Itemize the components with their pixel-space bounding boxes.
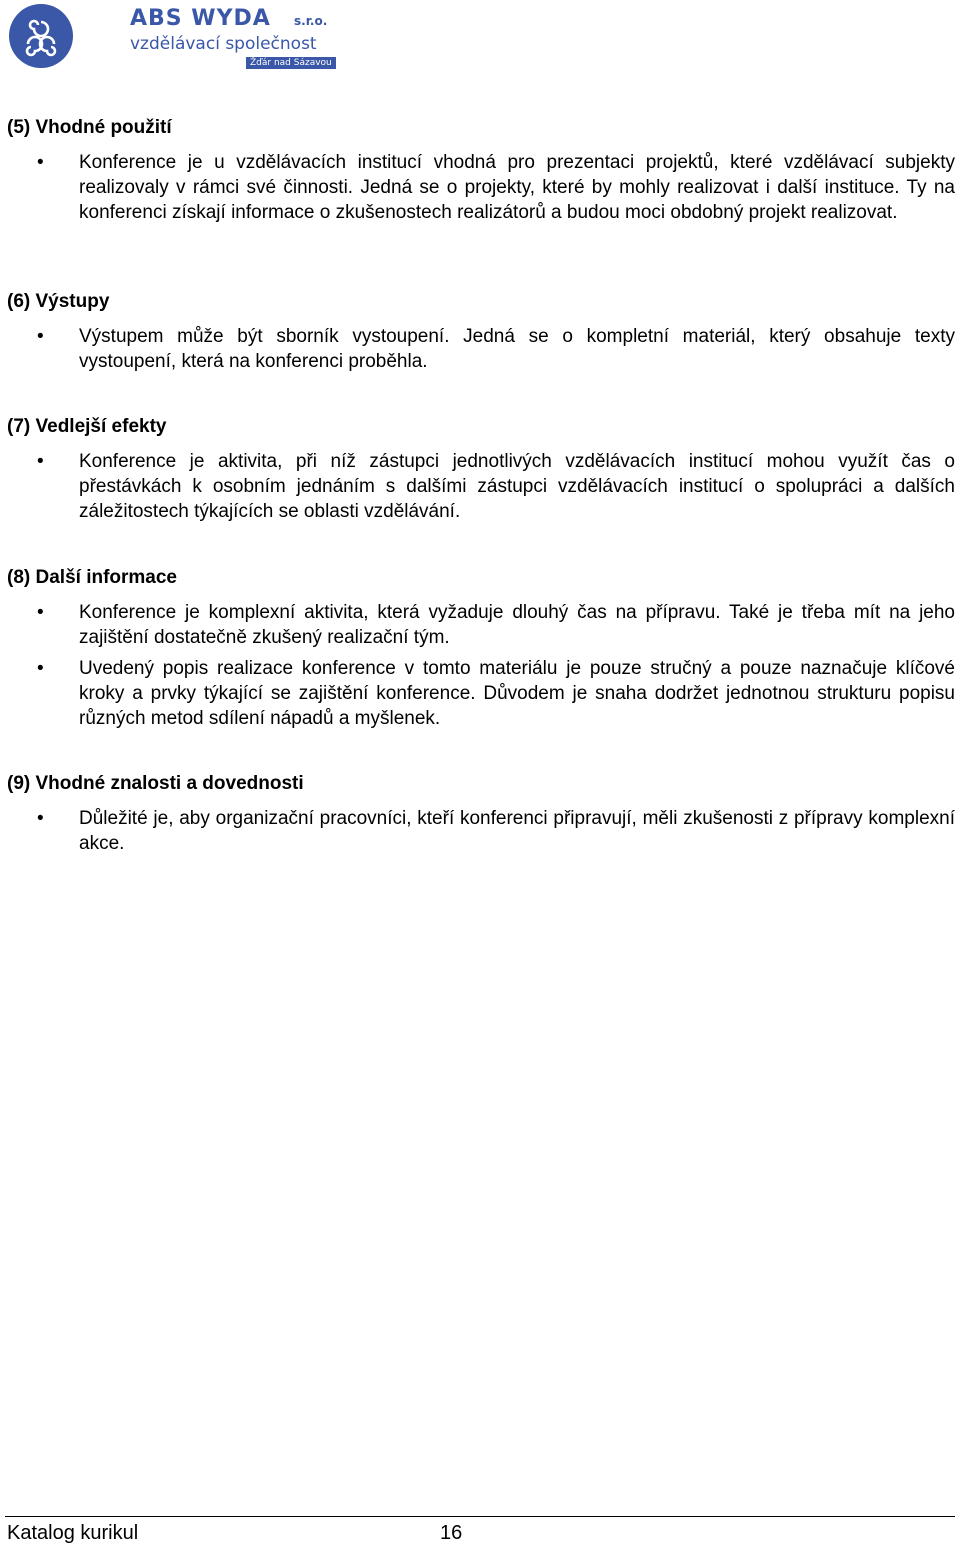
section-vhodne-znalosti bbox=[7, 772, 955, 862]
bullet-icon: • bbox=[37, 808, 44, 829]
bullet-list bbox=[7, 324, 955, 374]
header-logo bbox=[6, 2, 346, 70]
section-vystupy bbox=[7, 290, 955, 380]
list-item bbox=[7, 656, 955, 731]
list-item bbox=[7, 449, 955, 524]
bullet-list bbox=[7, 150, 955, 225]
list-item-text: Výstupem může být sborník vystoupení. Jedná se o kompletní materiál, který obsahuje texty vystoupení, která na konferenci proběhla. bbox=[79, 326, 955, 372]
section-heading: (5) Vhodné použití bbox=[7, 117, 172, 138]
list-item bbox=[7, 324, 955, 374]
list-item bbox=[7, 806, 955, 856]
list-item-text: Konference je u vzdělávacích institucí vhodná pro prezentaci projektů, které vzdělávací subjekty realizovaly v rámci své činnosti. Jedná se o projekty, které by mohly realizovat i další instituce. Ty na konferenci získají informace o zkušenostech realizátorů a budou moci obdobný projekt realizovat. bbox=[79, 152, 955, 223]
section-heading: (6) Výstupy bbox=[7, 291, 110, 312]
footer-title: Katalog kurikul bbox=[7, 1522, 139, 1544]
brand-place: Žďár nad Sázavou bbox=[246, 57, 336, 69]
brand-name: ABS WYDA bbox=[130, 6, 271, 31]
section-heading: (9) Vhodné znalosti a dovednosti bbox=[7, 773, 304, 794]
bullet-icon: • bbox=[37, 658, 44, 679]
section-dalsi-informace bbox=[7, 566, 955, 737]
bullet-list bbox=[7, 600, 955, 731]
list-item-text: Důležité je, aby organizační pracovníci, kteří konferenci připravují, měli zkušenosti z přípravy komplexní akce. bbox=[79, 808, 955, 854]
section-heading: (7) Vedlejší efekty bbox=[7, 416, 167, 437]
list-item-text: Uvedený popis realizace konference v tomto materiálu je pouze stručný a pouze naznačuje klíčové kroky a prvky týkající se zajištění konference. Důvodem je snaha dodržet jednotnou strukturu popisu různých metod sdílení nápadů a myšlenek. bbox=[79, 658, 955, 729]
section-vhodne-pouziti bbox=[7, 116, 955, 231]
bullet-icon: • bbox=[37, 152, 44, 173]
bullet-icon: • bbox=[37, 326, 44, 347]
bullet-list bbox=[7, 449, 955, 524]
page-number: 16 bbox=[440, 1522, 463, 1544]
list-item-text: Konference je aktivita, při níž zástupci jednotlivých vzdělávacích institucí mohou využít čas o přestávkách k osobním jednáním s dalšími zástupci vzdělávacích institucí o spolupráci a dalších záležitostech týkajících se oblasti vzdělávání. bbox=[79, 451, 955, 522]
footer-divider bbox=[5, 1516, 955, 1517]
brand-suffix: s.r.o. bbox=[294, 14, 328, 28]
triple-spiral-logo-icon bbox=[6, 2, 76, 70]
bullet-list bbox=[7, 806, 955, 856]
bullet-icon: • bbox=[37, 602, 44, 623]
list-item bbox=[7, 600, 955, 650]
brand-subtitle: vzdělávací společnost bbox=[130, 34, 317, 54]
list-item-text: Konference je komplexní aktivita, která vyžaduje dlouhý čas na přípravu. Také je třeba mít na jeho zajištění dostatečně zkušený realizační tým. bbox=[79, 602, 955, 648]
section-heading: (8) Další informace bbox=[7, 567, 177, 588]
section-vedlejsi-efekty bbox=[7, 415, 955, 530]
list-item bbox=[7, 150, 955, 225]
bullet-icon: • bbox=[37, 451, 44, 472]
